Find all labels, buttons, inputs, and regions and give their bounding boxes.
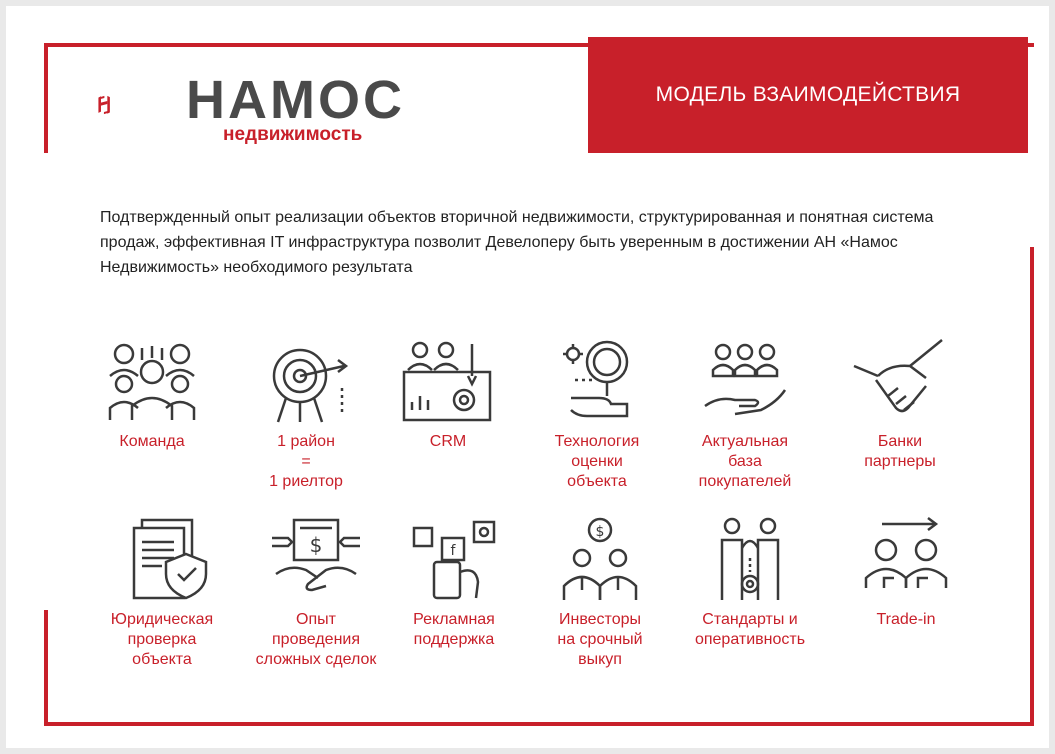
trade-in-icon (856, 514, 956, 604)
svg-text:$: $ (595, 524, 605, 540)
feature-label: Стандарты и оперативность (694, 611, 806, 648)
frame-line (44, 722, 1034, 726)
target-icon (256, 336, 356, 426)
logo-mark-icon (98, 60, 168, 150)
handshake-icon (850, 336, 950, 426)
svg-text:f: f (450, 543, 456, 559)
feature-team (82, 336, 222, 452)
feature-trade-in (836, 514, 976, 630)
feature-label: Инвесторы на срочный выкуп (557, 611, 643, 668)
feature-valuation (527, 336, 667, 492)
crm-icon (398, 336, 498, 426)
page-title: МОДЕЛЬ ВЗАИМОДЕЙСТВИЯ (655, 83, 961, 106)
feature-label: Рекламная поддержка (413, 611, 495, 648)
feature-label: Банки партнеры (864, 433, 936, 470)
feature-label: Опыт проведения сложных сделок (255, 611, 377, 668)
document-shield-icon (112, 514, 212, 604)
feature-deals (246, 514, 386, 670)
intro-text: Подтвержденный опыт реализации объектов вторичной недвижимости, структурированная и понятная система продаж, эффективная IT инфраструктура позволит Девелоперу быть уверенным в достижении АН «Намос Недвижимость» необходимого результата (100, 209, 934, 276)
feature-buyers (675, 336, 815, 492)
feature-label: CRM (429, 433, 467, 450)
feature-legal (92, 514, 232, 670)
feature-label: Актуальная база покупателей (698, 433, 792, 490)
magnifier-hand-icon (547, 336, 647, 426)
feature-banks (830, 336, 970, 472)
brand-name: НАМОС (186, 70, 405, 130)
people-hand-icon (695, 336, 795, 426)
frame-line (44, 610, 48, 726)
feature-advertising (384, 514, 524, 650)
brand-subtitle: недвижимость (223, 124, 363, 145)
svg-text:$: $ (309, 533, 323, 557)
frame-line (44, 43, 48, 153)
social-phone-icon (404, 514, 504, 604)
frame-line (1030, 247, 1034, 726)
feature-label: Технология оценки объекта (554, 433, 640, 490)
standards-icon (700, 514, 800, 604)
header-band (588, 37, 1028, 153)
investors-icon (550, 514, 650, 604)
feature-standards (680, 514, 820, 650)
feature-district (236, 336, 376, 492)
feature-label: 1 район = 1 риелтор (269, 433, 343, 490)
feature-label: Trade-in (876, 611, 936, 628)
deal-icon (266, 514, 366, 604)
feature-crm (378, 336, 518, 452)
feature-investors (530, 514, 670, 670)
feature-label: Команда (119, 433, 185, 450)
team-icon (102, 336, 202, 426)
feature-label: Юридическая проверка объекта (110, 611, 214, 668)
